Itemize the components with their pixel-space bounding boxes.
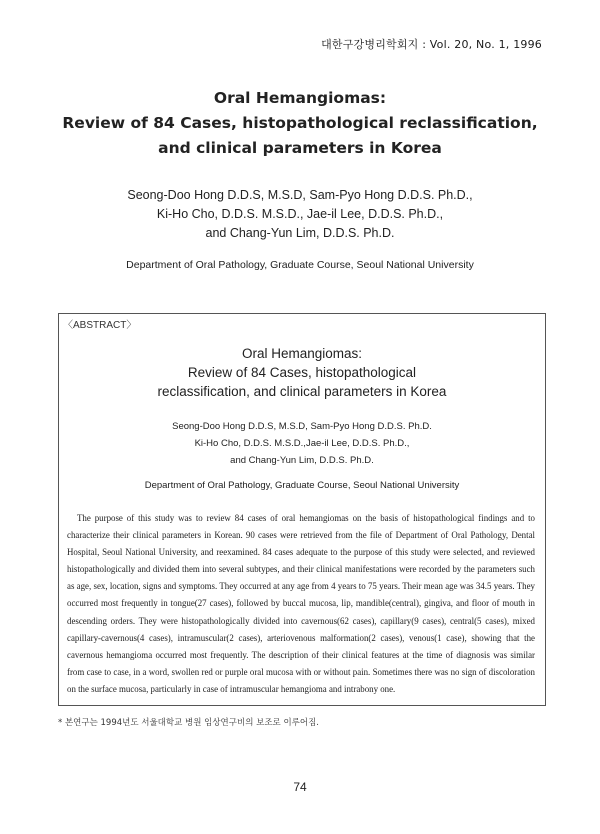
abstract-author-line: Seong-Doo Hong D.D.S, M.S.D, Sam-Pyo Hong D.D.S. Ph.D. xyxy=(172,421,432,432)
abstract-title-line: reclassification, and clinical parameters in Korea xyxy=(157,384,447,399)
journal-header: 대한구강병리학회지 : Vol. 20, No. 1, 1996 xyxy=(321,38,542,51)
title-line: Review of 84 Cases, histopathological reclassification, xyxy=(62,114,538,132)
abstract-title xyxy=(59,344,545,401)
abstract-author-line: Ki-Ho Cho, D.D.S. M.S.D.,Jae-il Lee, D.D.S. Ph.D., xyxy=(194,438,410,449)
abstract-author-line: and Chang-Yun Lim, D.D.S. Ph.D. xyxy=(230,455,374,466)
abstract-box xyxy=(58,313,546,706)
abstract-title-line: Oral Hemangiomas: xyxy=(241,346,363,361)
abstract-label: 〈ABSTRACT〉 xyxy=(63,320,137,331)
affiliation: Department of Oral Pathology, Graduate Course, Seoul National University xyxy=(126,259,474,271)
abstract-affiliation: Department of Oral Pathology, Graduate Course, Seoul National University xyxy=(144,480,460,491)
author-line: Seong-Doo Hong D.D.S, M.S.D, Sam-Pyo Hong D.D.S. Ph.D., xyxy=(127,188,473,202)
abstract-author-list xyxy=(59,418,545,469)
paper-title xyxy=(0,86,600,161)
abstract-title-line: Review of 84 Cases, histopathological xyxy=(187,365,417,380)
page-number: 74 xyxy=(293,780,307,794)
title-line: Oral Hemangiomas: xyxy=(213,89,387,107)
abstract-body: The purpose of this study was to review 84 cases of oral hemangiomas on the basis of histopathological findings and to characterize their clinical parameters in Korean. 90 cases were retrieved from the file of Department of Oral Pathology, Dental Hospital, Seoul National University, and reexamined. 84 cases adequate to the purpose of this study were selected, and reviewed histopathologically and divided them into several subtypes, and their clinical manifestations were recorded by the parameters such as age, sex, location, signs and symptoms. They occurred at any age from 4 years to 75 years. Their mean age was 34.5 years. They occurred most frequently in tongue(27 cases), followed by buccal mucosa, lip, mandible(central), gingiva, and floor of mouth in descending orders. They were histopathologically divided into cavernous(62 cases), capillary(9 cases), central(5 cases), mixed capillary-cavernous(4 cases), intramuscular(2 cases), arteriovenous malformation(2 cases), venous(1 case), showing that the cavernous hemangioma occurred most frequently. The description of their clinical features at the time of diagnosis was similar from case to case, in a word, swollen red or purple oral mucosa with or without pain. Sometimes there was no sign of discoloration on the surface mucosa, particularly in case of intramuscular hemangioma and intrabony one. xyxy=(67,513,535,694)
author-line: Ki-Ho Cho, D.D.S. M.S.D., Jae-il Lee, D.D.S. Ph.D., xyxy=(156,207,444,221)
title-line: and clinical parameters in Korea xyxy=(158,139,442,157)
author-line: and Chang-Yun Lim, D.D.S. Ph.D. xyxy=(205,226,395,240)
footnote: * 본연구는 1994년도 서울대학교 병원 임상연구비의 보조로 이루어짐. xyxy=(58,718,319,728)
author-list xyxy=(0,186,600,243)
